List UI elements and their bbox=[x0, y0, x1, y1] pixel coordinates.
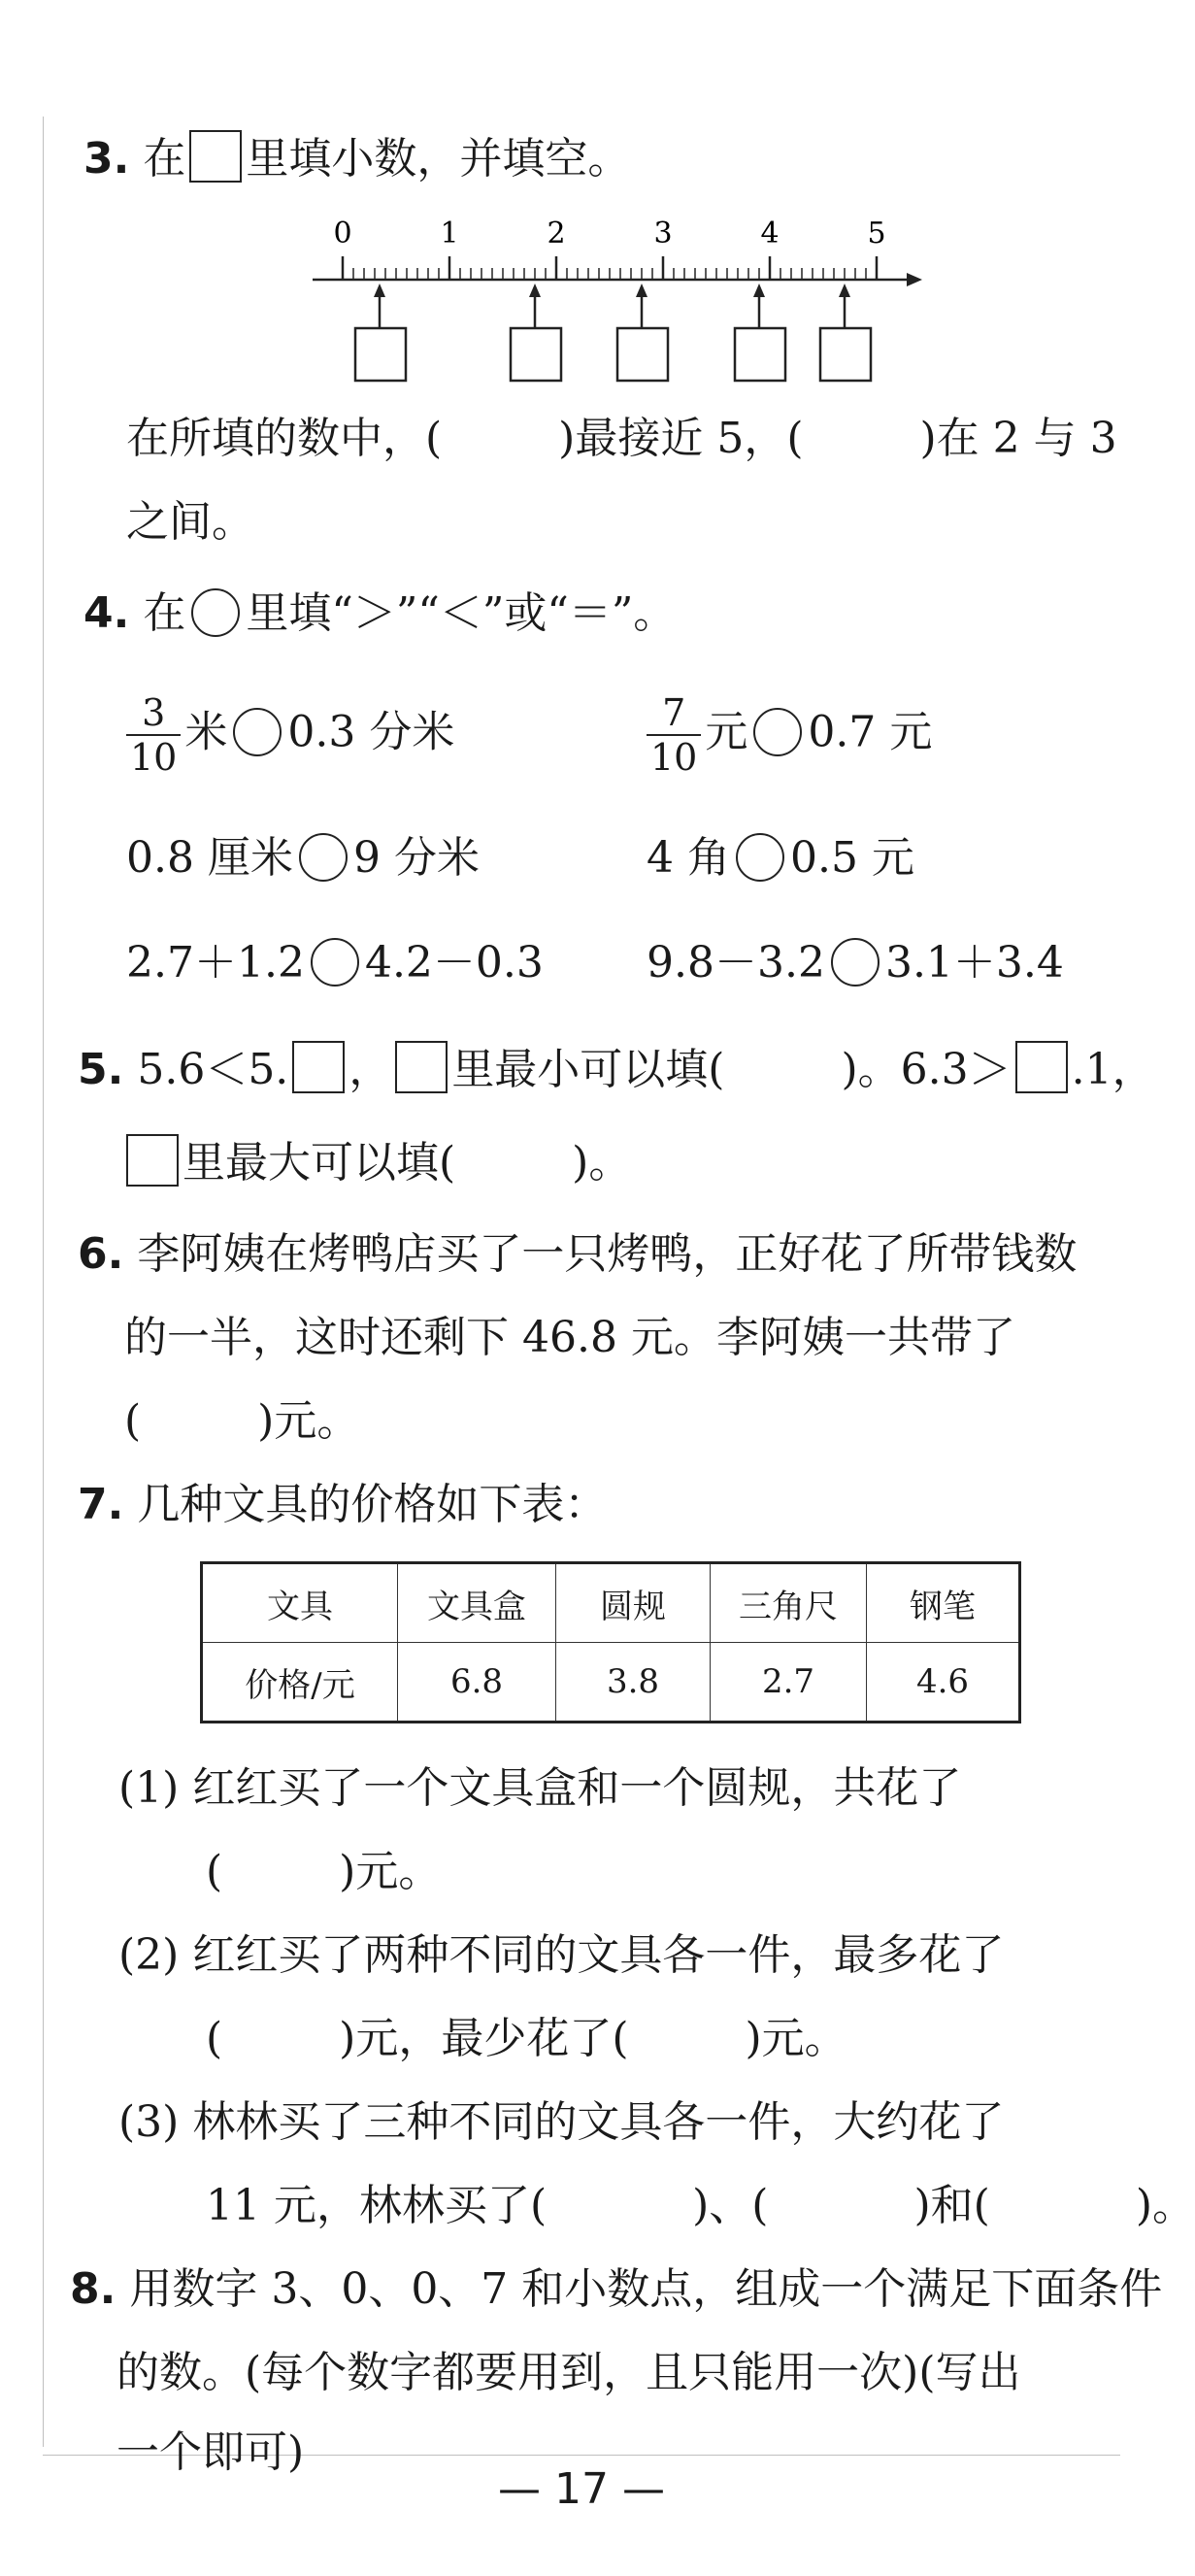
compare-circle bbox=[753, 708, 802, 756]
q7-prompt: 7. 几种文具的价格如下表： bbox=[78, 1480, 608, 1529]
answer-box bbox=[820, 328, 871, 381]
q4-number: 4. bbox=[83, 588, 130, 638]
compare-circle bbox=[311, 938, 359, 987]
q7-sub1-line1: (1) 红红买了一个文具盒和一个圆规，共花了 bbox=[118, 1763, 962, 1813]
q4-prompt: 4. 在 里填“＞”“＜”或“＝”。 bbox=[83, 588, 677, 638]
answer-box bbox=[189, 130, 242, 183]
table-header-row bbox=[202, 1563, 1020, 1643]
table-header-cell: 三角尺 bbox=[711, 1563, 867, 1643]
tick-label: 4 bbox=[760, 217, 780, 251]
pointer-arrow-2 bbox=[511, 284, 561, 381]
q7-sub3-line2: 11 元，林林买了( )、( )和( )。 bbox=[206, 2181, 1195, 2230]
q3-line2: 之间。 bbox=[126, 497, 254, 547]
answer-box bbox=[511, 328, 561, 381]
answer-box bbox=[1015, 1041, 1068, 1093]
tick-label: 3 bbox=[653, 217, 673, 251]
q4-item-2: $\frac{7}{10}$ 元 0.7 元 bbox=[647, 691, 932, 779]
q4-item-4: 4 角 0.5 元 bbox=[647, 833, 914, 883]
table-header-cell: 文具盒 bbox=[398, 1563, 556, 1643]
q7-sub3-line1: (3) 林林买了三种不同的文具各一件，大约花了 bbox=[118, 2097, 1005, 2147]
pointer-arrow-1 bbox=[355, 284, 406, 381]
q8-number: 8. bbox=[70, 2264, 116, 2314]
q4-item-5: 2.7＋1.2 4.2－0.3 bbox=[126, 938, 544, 987]
page-margin-rule bbox=[43, 117, 44, 2447]
number-line bbox=[301, 214, 942, 398]
tick-label: 2 bbox=[547, 217, 566, 251]
q4-item-6: 9.8－3.2 3.1＋3.4 bbox=[647, 938, 1064, 987]
q3-line1: 在所填的数中，( )最接近 5，( )在 2 与 3 bbox=[126, 414, 1117, 463]
q6-line2: 的一半，这时还剩下 46.8 元。李阿姨一共带了 bbox=[124, 1313, 1015, 1362]
table-row bbox=[202, 1643, 1020, 1723]
q7-number: 7. bbox=[78, 1480, 124, 1529]
q4-item-3: 0.8 厘米 9 分米 bbox=[126, 833, 480, 883]
q8-line1: 8. 用数字 3、0、0、7 和小数点，组成一个满足下面条件 bbox=[70, 2264, 1163, 2314]
pointer-arrow-3 bbox=[617, 284, 668, 381]
q4-item-1: $\frac{3}{10}$ 米 0.3 分米 bbox=[126, 691, 454, 779]
compare-circle bbox=[831, 938, 880, 987]
table-cell: 6.8 bbox=[398, 1643, 556, 1723]
page-number: — 17 — bbox=[498, 2464, 665, 2514]
table-cell: 价格/元 bbox=[202, 1643, 398, 1723]
compare-circle bbox=[191, 588, 240, 637]
answer-box bbox=[735, 328, 785, 381]
q7-sub2-line2: ( )元，最少花了( )元。 bbox=[206, 2014, 847, 2063]
answer-box bbox=[292, 1041, 345, 1093]
table-cell: 2.7 bbox=[711, 1643, 867, 1723]
fraction: $\frac{3}{10}$ bbox=[126, 691, 181, 779]
answer-box bbox=[355, 328, 406, 381]
q8-line2: 的数。(每个数字都要用到，且只能用一次)(写出 bbox=[116, 2348, 1021, 2397]
number-line-arrow bbox=[907, 273, 922, 286]
tick-label: 0 bbox=[333, 217, 352, 251]
answer-box bbox=[126, 1134, 179, 1187]
q3-prompt: 3. 在 里填小数，并填空。 bbox=[83, 130, 630, 186]
tick-label: 5 bbox=[867, 217, 886, 251]
q7-sub2-line1: (2) 红红买了两种不同的文具各一件，最多花了 bbox=[118, 1930, 1005, 1980]
compare-circle bbox=[299, 833, 348, 882]
table-header-cell: 圆规 bbox=[556, 1563, 711, 1643]
price-table bbox=[200, 1561, 1021, 1723]
number-line-ticks bbox=[343, 256, 877, 280]
answer-box bbox=[395, 1041, 448, 1093]
q5-line1: 5. 5.6＜5. ， 里最小可以填( )。6.3＞ .1， bbox=[78, 1041, 1155, 1097]
pointer-arrow-4 bbox=[735, 284, 785, 381]
table-header-cell: 钢笔 bbox=[867, 1563, 1020, 1643]
q6-number: 6. bbox=[78, 1229, 124, 1279]
q7-sub1-line2: ( )元。 bbox=[206, 1847, 442, 1896]
q6-line1: 6. 李阿姨在烤鸭店买了一只烤鸭，正好花了所带钱数 bbox=[78, 1229, 1078, 1279]
q5-number: 5. bbox=[78, 1045, 124, 1094]
q3-number: 3. bbox=[83, 134, 130, 184]
pointer-arrow-5 bbox=[820, 284, 871, 381]
q5-line2: 里最大可以填( )。 bbox=[122, 1134, 631, 1190]
fraction: $\frac{7}{10}$ bbox=[647, 691, 701, 779]
compare-circle bbox=[736, 833, 784, 882]
table-cell: 3.8 bbox=[556, 1643, 711, 1723]
compare-circle bbox=[233, 708, 282, 756]
table-cell: 4.6 bbox=[867, 1643, 1020, 1723]
q8-line3: 一个即可) bbox=[116, 2427, 305, 2477]
tick-label: 1 bbox=[440, 217, 459, 251]
q6-line3: ( )元。 bbox=[124, 1396, 360, 1446]
answer-box bbox=[617, 328, 668, 381]
table-header-cell: 文具 bbox=[202, 1563, 398, 1643]
